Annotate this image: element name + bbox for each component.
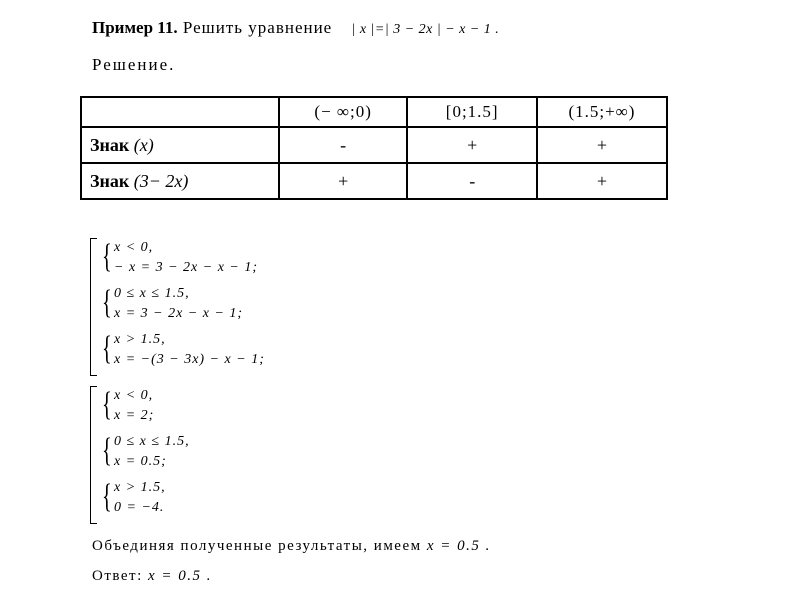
conclusion-phrase: Объединяя полученные результаты, имеем bbox=[92, 538, 422, 554]
task-text: Решить уравнение bbox=[182, 18, 333, 37]
equation-system-1 bbox=[90, 238, 350, 378]
solution-label: Решение. bbox=[92, 55, 176, 74]
curly-brace: { bbox=[102, 478, 112, 515]
interval-header: [0;1.5] bbox=[407, 97, 536, 127]
case-condition: x > 1.5, bbox=[114, 332, 166, 347]
interval-header: (1.5;+∞) bbox=[537, 97, 667, 127]
row-label bbox=[81, 163, 279, 199]
curly-brace: { bbox=[102, 432, 112, 469]
sign-cell: + bbox=[537, 127, 667, 163]
sign-cell: + bbox=[407, 127, 536, 163]
case-condition: x < 0, bbox=[114, 240, 154, 255]
row-label-expr: (3− 2x) bbox=[133, 170, 189, 191]
curly-brace: { bbox=[102, 238, 112, 275]
curly-brace: { bbox=[102, 330, 112, 367]
example-label: Пример 11. bbox=[92, 18, 178, 37]
case-condition: 0 ≤ x ≤ 1.5, bbox=[114, 434, 190, 449]
row-label-word: Знак bbox=[90, 170, 130, 191]
example-title bbox=[92, 18, 499, 38]
conclusion-value: x = 0.5 . bbox=[426, 538, 491, 554]
equation-system-2 bbox=[90, 386, 290, 526]
case-equation: x = 3 − 2x − x − 1; bbox=[114, 306, 244, 321]
sign-table-header-row bbox=[81, 97, 667, 127]
curly-brace: { bbox=[102, 284, 112, 321]
sign-table-corner bbox=[81, 97, 279, 127]
answer-line bbox=[92, 568, 212, 585]
case-equation: x = 2; bbox=[114, 408, 155, 423]
sign-cell: - bbox=[279, 127, 408, 163]
square-bracket bbox=[90, 386, 97, 524]
answer-label: Ответ: bbox=[92, 568, 143, 584]
interval-header: (− ∞;0) bbox=[279, 97, 408, 127]
case-equation: x = −(3 − 3x) − x − 1; bbox=[114, 352, 265, 367]
case-condition: 0 ≤ x ≤ 1.5, bbox=[114, 286, 190, 301]
row-label bbox=[81, 127, 279, 163]
sign-cell: - bbox=[407, 163, 536, 199]
answer-value: x = 0.5 . bbox=[148, 568, 213, 584]
case-condition: x > 1.5, bbox=[114, 480, 166, 495]
case-condition: x < 0, bbox=[114, 388, 154, 403]
case-equation: 0 = −4. bbox=[114, 500, 165, 515]
sign-table bbox=[80, 96, 668, 200]
square-bracket bbox=[90, 238, 97, 376]
case-equation: x = 0.5; bbox=[114, 454, 167, 469]
sign-table-row bbox=[81, 163, 667, 199]
sign-cell: + bbox=[279, 163, 408, 199]
row-label-expr: (x) bbox=[133, 134, 154, 155]
case-equation: − x = 3 − 2x − x − 1; bbox=[114, 260, 259, 275]
task-equation: | x |=| 3 − 2x | − x − 1 . bbox=[351, 22, 500, 37]
row-label-word: Знак bbox=[90, 134, 130, 155]
sign-cell: + bbox=[537, 163, 667, 199]
conclusion-text bbox=[92, 538, 491, 555]
sign-table-row bbox=[81, 127, 667, 163]
curly-brace: { bbox=[102, 386, 112, 423]
